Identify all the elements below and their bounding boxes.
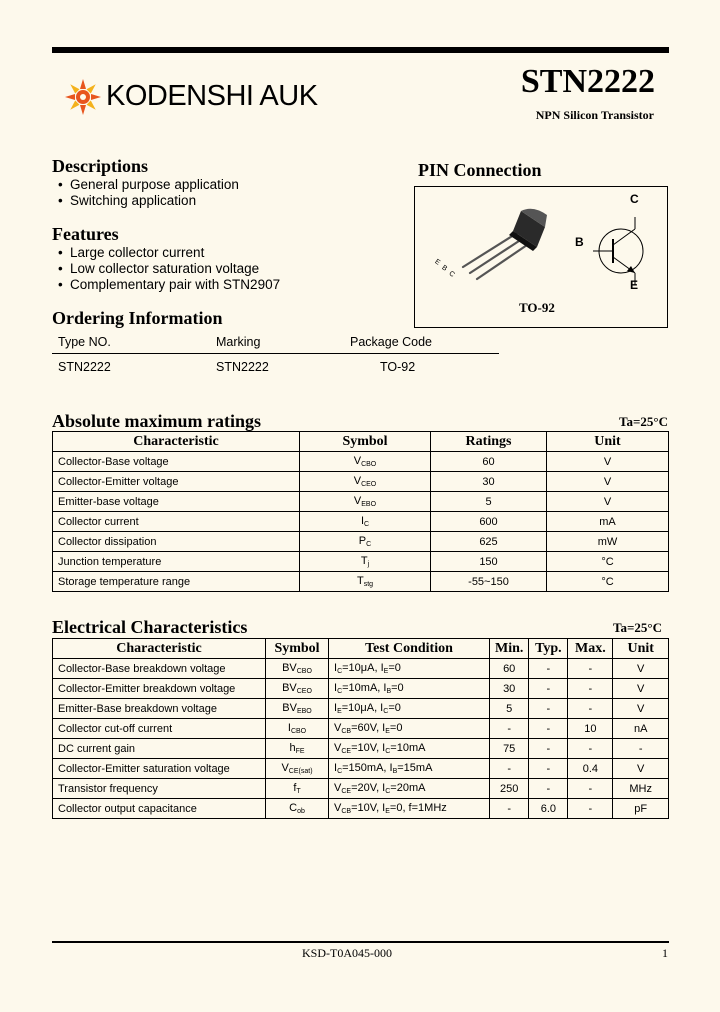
symbol-cell: $T_{stg}$ bbox=[300, 572, 431, 592]
ordering-col-package: Package Code bbox=[350, 335, 433, 349]
package-label: TO-92 bbox=[519, 300, 555, 315]
table-row bbox=[53, 572, 669, 592]
table-header-row bbox=[53, 432, 669, 452]
table-row bbox=[53, 512, 669, 532]
col-characteristic: Characteristic bbox=[53, 432, 300, 452]
rating-cell: 30 bbox=[431, 472, 547, 492]
characteristic-cell: Emitter-Base breakdown voltage bbox=[53, 699, 266, 719]
characteristic-cell: Emitter-base voltage bbox=[53, 492, 300, 512]
characteristic-cell: Transistor frequency bbox=[53, 779, 266, 799]
ordering-heading: Ordering Information bbox=[52, 308, 223, 328]
pin-connection-box bbox=[414, 186, 668, 328]
part-number-title: STN2222 bbox=[520, 63, 655, 100]
list-item: • Complementary pair with STN2907 bbox=[58, 277, 281, 292]
symbol-cell: $T_j$ bbox=[300, 552, 431, 572]
characteristic-cell: Collector current bbox=[53, 512, 300, 532]
col-max: Max. bbox=[568, 639, 613, 659]
doc-code: KSD-T0A045-000 bbox=[302, 946, 392, 960]
unit-cell: V bbox=[547, 492, 669, 512]
list-item: • General purpose application bbox=[58, 177, 239, 192]
characteristic-cell: Collector-Base voltage bbox=[53, 452, 300, 472]
rating-cell: 625 bbox=[431, 532, 547, 552]
characteristic-cell: Collector-Emitter voltage bbox=[53, 472, 300, 492]
symbol-cell: $V_{CE(sat)}$ bbox=[266, 759, 329, 779]
symbol-cell: $V_{CEO}$ bbox=[300, 472, 431, 492]
max-cell: - bbox=[568, 659, 613, 679]
abs-max-table bbox=[52, 431, 669, 592]
max-cell: - bbox=[568, 679, 613, 699]
list-item: • Switching application bbox=[58, 193, 197, 208]
elec-table bbox=[52, 638, 669, 819]
features-list bbox=[58, 245, 280, 293]
test-condition-cell: $I_C=10mA$, $I_B=0$ bbox=[329, 679, 490, 699]
pin-connection-heading: PIN Connection bbox=[418, 160, 542, 180]
table-row bbox=[53, 699, 669, 719]
pin-label-e: E bbox=[630, 278, 639, 292]
min-cell: 30 bbox=[490, 679, 529, 699]
unit-cell: nA bbox=[613, 719, 669, 739]
unit-cell: V bbox=[613, 699, 669, 719]
unit-cell: °C bbox=[547, 552, 669, 572]
col-ratings: Ratings bbox=[431, 432, 547, 452]
abs-max-condition: Ta=25°C bbox=[619, 414, 668, 429]
unit-cell: MHz bbox=[613, 779, 669, 799]
ordering-package-value: TO-92 bbox=[380, 359, 416, 374]
symbol-cell: $BV_{EBO}$ bbox=[266, 699, 329, 719]
rating-cell: 150 bbox=[431, 552, 547, 572]
symbol-cell: $V_{EBO}$ bbox=[300, 492, 431, 512]
descriptions-list bbox=[58, 177, 239, 209]
col-unit: Unit bbox=[547, 432, 669, 452]
typ-cell: - bbox=[529, 699, 568, 719]
unit-cell: mW bbox=[547, 532, 669, 552]
unit-cell: pF bbox=[613, 799, 669, 819]
list-item: • Low collector saturation voltage bbox=[58, 261, 260, 276]
table-row bbox=[53, 739, 669, 759]
min-cell: 60 bbox=[490, 659, 529, 679]
unit-cell: °C bbox=[547, 572, 669, 592]
symbol-cell: $I_{CBO}$ bbox=[266, 719, 329, 739]
table-row bbox=[53, 452, 669, 472]
typ-cell: - bbox=[529, 659, 568, 679]
typ-cell: - bbox=[529, 679, 568, 699]
symbol-cell: $h_{FE}$ bbox=[266, 739, 329, 759]
test-condition-cell: $V_{CE}=20V$, $I_C=20mA$ bbox=[329, 779, 490, 799]
table-row bbox=[53, 799, 669, 819]
typ-cell: - bbox=[529, 739, 568, 759]
unit-cell: - bbox=[613, 739, 669, 759]
bottom-rule bbox=[52, 941, 669, 943]
elec-condition: Ta=25°C bbox=[613, 620, 662, 635]
typ-cell: - bbox=[529, 759, 568, 779]
abs-max-body bbox=[53, 452, 669, 592]
ordering-col-type: Type NO. bbox=[58, 335, 111, 349]
unit-cell: V bbox=[547, 472, 669, 492]
ordering-type-value: STN2222 bbox=[58, 359, 111, 374]
table-row bbox=[53, 552, 669, 572]
rating-cell: 600 bbox=[431, 512, 547, 532]
leg-label-e: E bbox=[433, 258, 442, 267]
table-row bbox=[53, 492, 669, 512]
test-condition-cell: $I_E=10\mu A$, $I_C=0$ bbox=[329, 699, 490, 719]
min-cell: - bbox=[490, 759, 529, 779]
table-row bbox=[53, 532, 669, 552]
symbol-cell: $V_{CBO}$ bbox=[300, 452, 431, 472]
list-item: • Large collector current bbox=[58, 245, 205, 260]
ordering-marking-value: STN2222 bbox=[216, 359, 269, 374]
min-cell: - bbox=[490, 799, 529, 819]
unit-cell: V bbox=[613, 759, 669, 779]
symbol-cell: $BV_{CBO}$ bbox=[266, 659, 329, 679]
symbol-cell: $f_T$ bbox=[266, 779, 329, 799]
symbol-cell: $BV_{CEO}$ bbox=[266, 679, 329, 699]
rating-cell: -55~150 bbox=[431, 572, 547, 592]
col-characteristic: Characteristic bbox=[53, 639, 266, 659]
symbol-cell: $C_{ob}$ bbox=[266, 799, 329, 819]
col-min: Min. bbox=[490, 639, 529, 659]
table-row bbox=[53, 659, 669, 679]
characteristic-cell: Storage temperature range bbox=[53, 572, 300, 592]
rating-cell: 60 bbox=[431, 452, 547, 472]
min-cell: 75 bbox=[490, 739, 529, 759]
test-condition-cell: $I_C=10\mu A$, $I_E=0$ bbox=[329, 659, 490, 679]
col-typ: Typ. bbox=[529, 639, 568, 659]
table-header-row bbox=[53, 639, 669, 659]
max-cell: 0.4 bbox=[568, 759, 613, 779]
min-cell: 250 bbox=[490, 779, 529, 799]
table-row bbox=[53, 779, 669, 799]
max-cell: 10 bbox=[568, 719, 613, 739]
max-cell: - bbox=[568, 699, 613, 719]
test-condition-cell: $V_{CE}=10V$, $I_C=10mA$ bbox=[329, 739, 490, 759]
typ-cell: - bbox=[529, 779, 568, 799]
max-cell: - bbox=[568, 799, 613, 819]
leg-label-c: C bbox=[447, 270, 456, 279]
ordering-table bbox=[52, 331, 499, 379]
unit-cell: mA bbox=[547, 512, 669, 532]
unit-cell: V bbox=[613, 679, 669, 699]
symbol-cell: $P_C$ bbox=[300, 532, 431, 552]
max-cell: - bbox=[568, 739, 613, 759]
ordering-header-row bbox=[52, 331, 499, 354]
symbol-cell: $I_C$ bbox=[300, 512, 431, 532]
characteristic-cell: Collector dissipation bbox=[53, 532, 300, 552]
typ-cell: - bbox=[529, 719, 568, 739]
characteristic-cell: Collector output capacitance bbox=[53, 799, 266, 819]
min-cell: 5 bbox=[490, 699, 529, 719]
col-symbol: Symbol bbox=[300, 432, 431, 452]
characteristic-cell: Collector-Base breakdown voltage bbox=[53, 659, 266, 679]
pin-label-b: B bbox=[575, 235, 584, 249]
table-row bbox=[53, 759, 669, 779]
table-row bbox=[53, 679, 669, 699]
max-cell: - bbox=[568, 779, 613, 799]
ordering-col-marking: Marking bbox=[216, 335, 261, 349]
table-row bbox=[53, 719, 669, 739]
leg-label-b: B bbox=[440, 264, 449, 273]
company-name: KODENSHI AUK bbox=[106, 80, 318, 112]
ordering-row bbox=[52, 354, 499, 379]
col-unit: Unit bbox=[613, 639, 669, 659]
col-symbol: Symbol bbox=[266, 639, 329, 659]
page-number: 1 bbox=[662, 946, 668, 960]
unit-cell: V bbox=[613, 659, 669, 679]
characteristic-cell: Collector-Emitter saturation voltage bbox=[53, 759, 266, 779]
test-condition-cell: $V_{CB}=60V$, $I_E=0$ bbox=[329, 719, 490, 739]
typ-cell: 6.0 bbox=[529, 799, 568, 819]
unit-cell: V bbox=[547, 452, 669, 472]
kodenshi-logo-icon bbox=[64, 78, 102, 116]
pin-label-c: C bbox=[630, 192, 639, 206]
table-row bbox=[53, 472, 669, 492]
characteristic-cell: Junction temperature bbox=[53, 552, 300, 572]
characteristic-cell: Collector-Emitter breakdown voltage bbox=[53, 679, 266, 699]
characteristic-cell: DC current gain bbox=[53, 739, 266, 759]
elec-heading: Electrical Characteristics bbox=[52, 617, 248, 637]
npn-transistor-symbol-icon bbox=[587, 211, 657, 291]
to92-package-icon bbox=[425, 197, 565, 297]
elec-body bbox=[53, 659, 669, 819]
col-test-condition: Test Condition bbox=[329, 639, 490, 659]
test-condition-cell: $V_{CB}=10V$, $I_E=0$, f=1MHz bbox=[329, 799, 490, 819]
top-rule bbox=[52, 47, 669, 53]
descriptions-heading: Descriptions bbox=[52, 156, 148, 176]
features-heading: Features bbox=[52, 224, 119, 244]
part-subtitle: NPN Silicon Transistor bbox=[535, 108, 654, 122]
min-cell: - bbox=[490, 719, 529, 739]
rating-cell: 5 bbox=[431, 492, 547, 512]
test-condition-cell: $I_C=150mA$, $I_B=15mA$ bbox=[329, 759, 490, 779]
abs-max-heading: Absolute maximum ratings bbox=[52, 411, 262, 431]
characteristic-cell: Collector cut-off current bbox=[53, 719, 266, 739]
